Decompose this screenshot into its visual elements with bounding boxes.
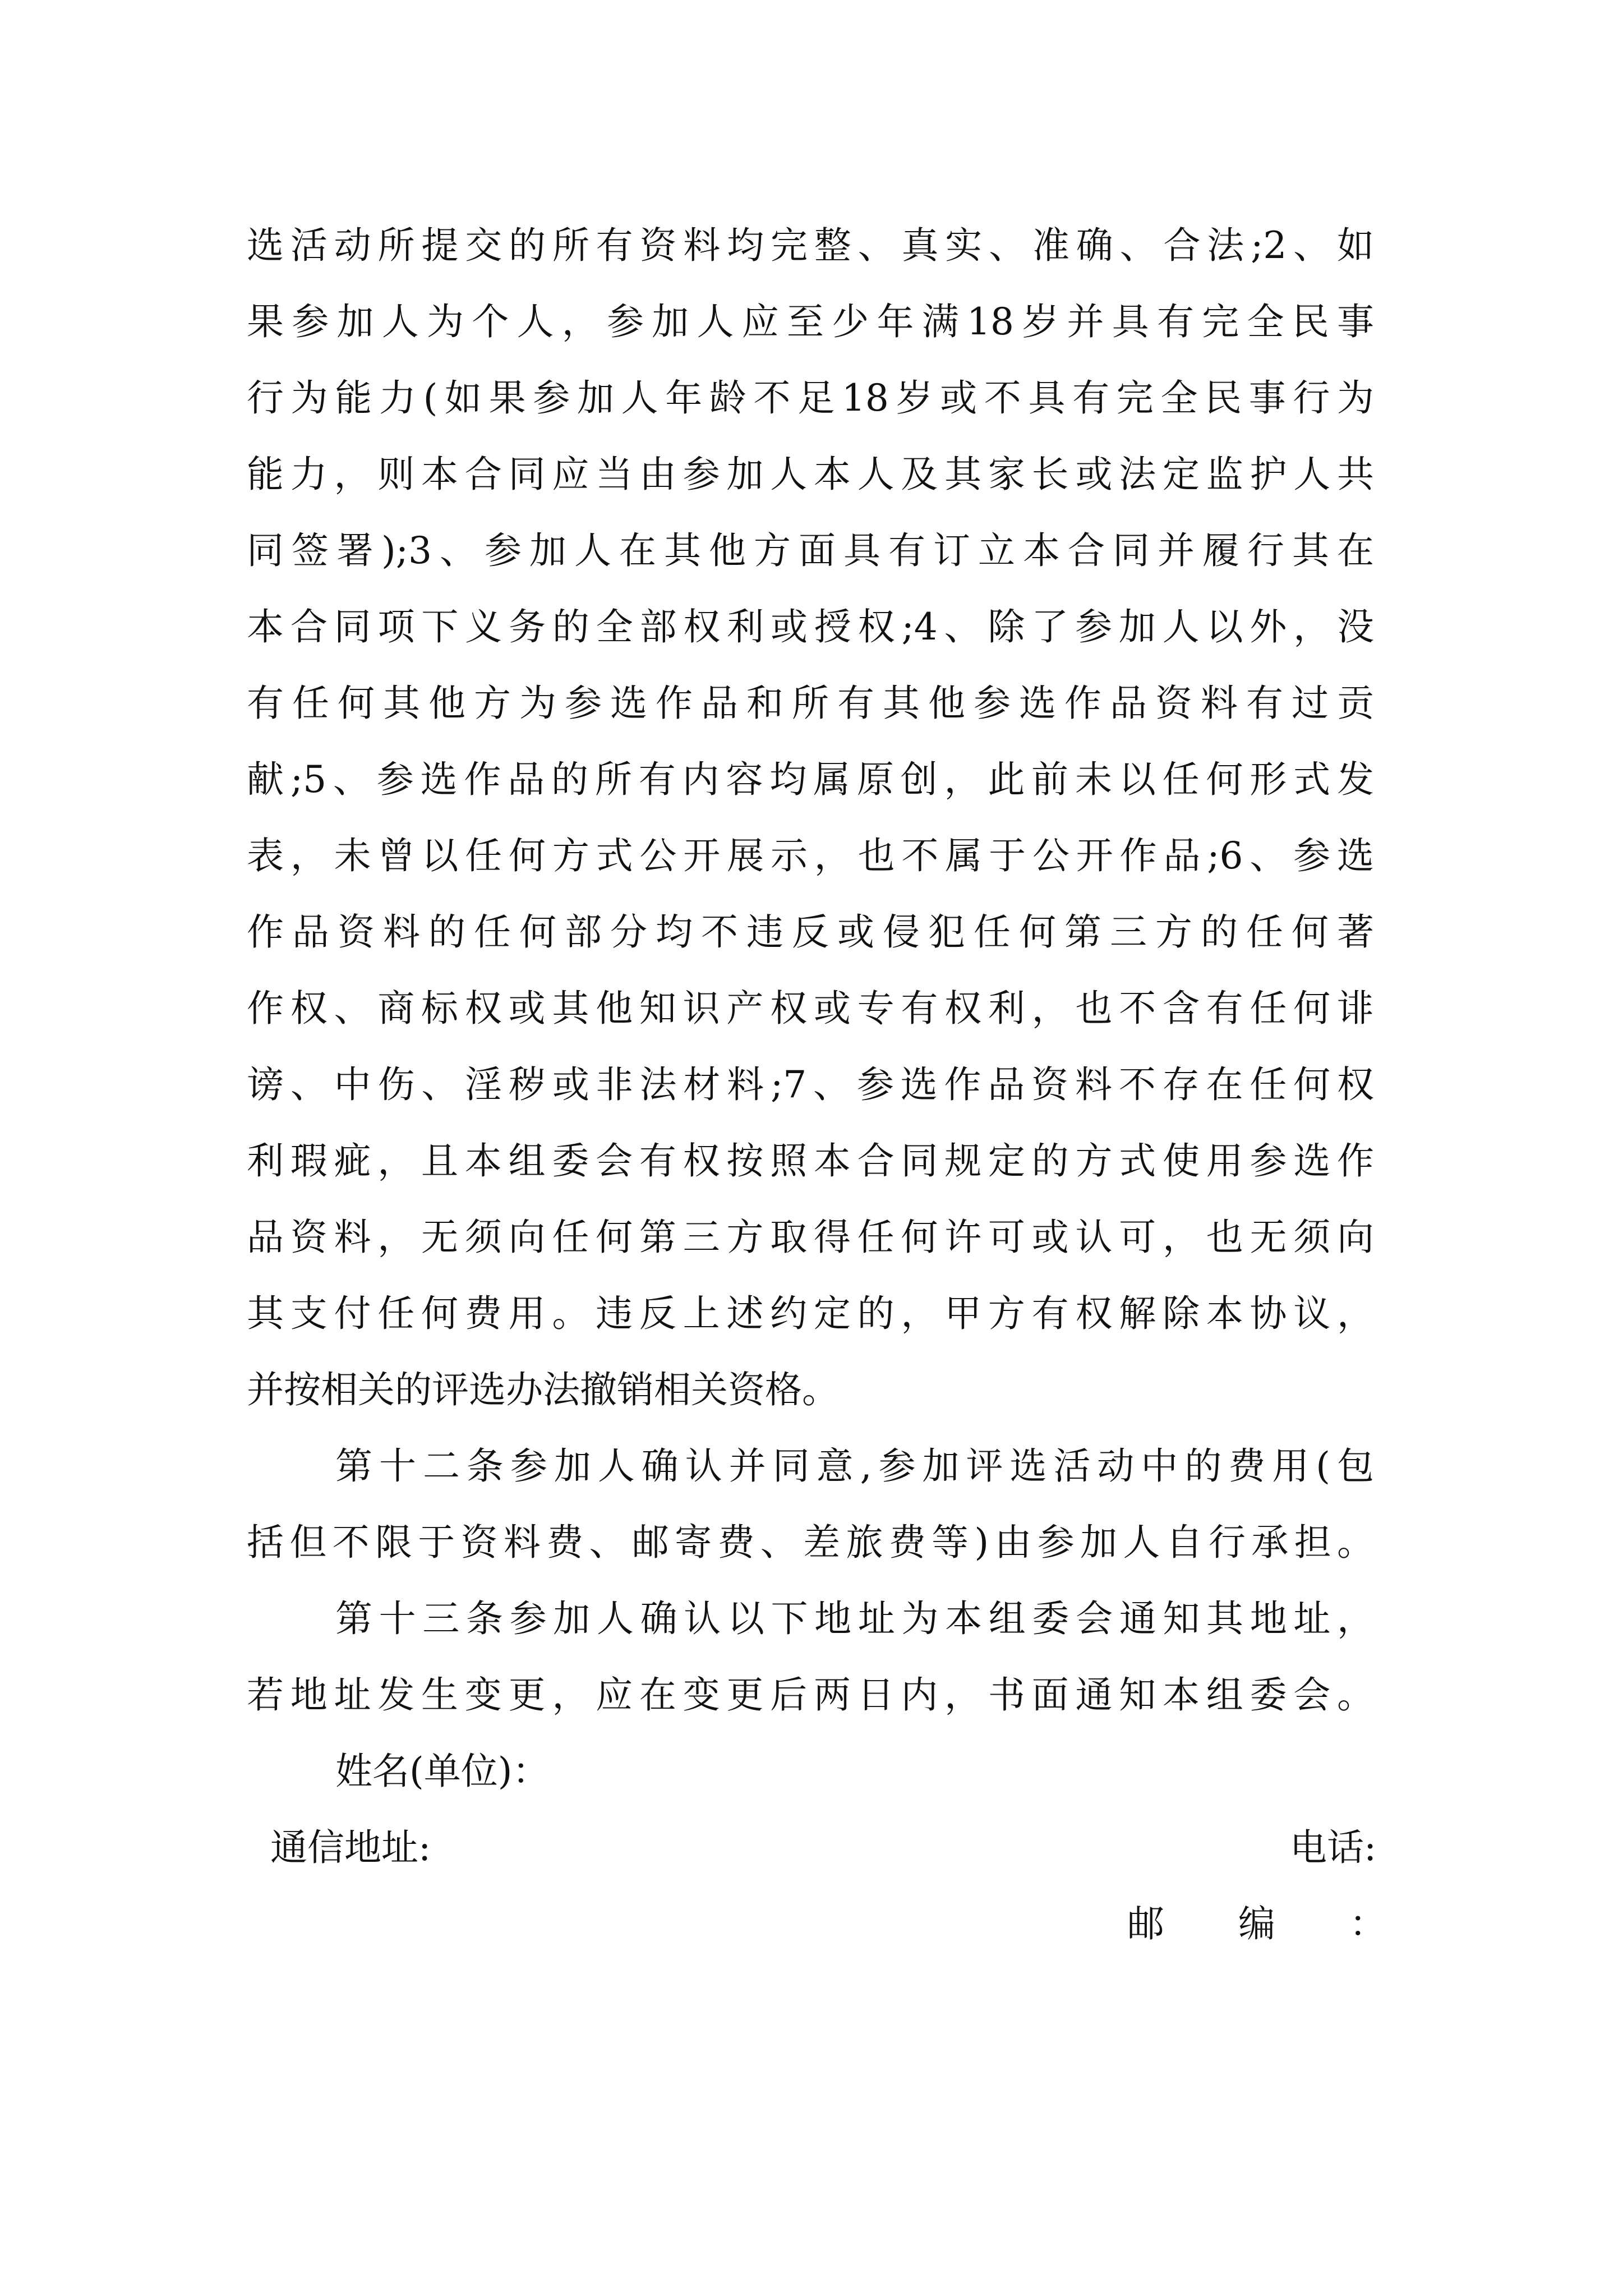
text-line: 作品资料的任何部分均不违反或侵犯任何第三方的任何著 [247,910,1374,954]
text-line: 并按相关的评选办法撤销相关资格。 [247,1368,839,1411]
text-line: 利瑕疵，且本组委会有权按照本合同规定的方式使用参选作 [247,1139,1374,1182]
text-line: 献;5、参选作品的所有内容均属原创，此前未以任何形式发 [247,758,1374,801]
text-line: 表，未曾以任何方式公开展示，也不属于公开作品;6、参选 [247,834,1374,877]
text-line: 行为能力(如果参加人年龄不足18岁或不具有完全民事行为 [247,376,1374,420]
text-line: 选活动所提交的所有资料均完整、真实、准确、合法;2、如 [247,224,1374,267]
address-label: 通信地址: [270,1826,431,1869]
text-line: 第十三条参加人确认以下地址为本组委会通知其地址， [335,1597,1374,1640]
text-line: 括但不限于资料费、邮寄费、差旅费等)由参加人自行承担。 [247,1521,1374,1564]
name-label: 姓名(单位)： [335,1750,550,1793]
text-line: 果参加人为个人，参加人应至少年满18岁并具有完全民事 [247,300,1374,343]
text-line: 同签署);3、参加人在其他方面具有订立本合同并履行其在 [247,529,1374,572]
text-line: 其支付任何费用。违反上述约定的，甲方有权解除本协议， [247,1292,1374,1335]
phone-label: 电话: [1290,1826,1377,1869]
text-line: 能力，则本合同应当由参加人本人及其家长或法定监护人共 [247,453,1374,496]
text-line: 有任何其他方为参选作品和所有其他参选作品资料有过贡 [247,682,1374,725]
postcode-label: 邮 编 ： [1127,1902,1386,1945]
text-line: 若地址发生变更，应在变更后两日内，书面通知本组委会。 [247,1673,1374,1717]
text-line: 第十二条参加人确认并同意,参加评选活动中的费用(包 [335,1444,1374,1488]
text-line: 谤、中伤、淫秽或非法材料;7、参选作品资料不存在任何权 [247,1063,1374,1106]
text-line: 品资料，无须向任何第三方取得任何许可或认可，也无须向 [247,1216,1374,1259]
text-line: 本合同项下义务的全部权利或授权;4、除了参加人以外，没 [247,605,1374,648]
text-line: 作权、商标权或其他知识产权或专有权利，也不含有任何诽 [247,987,1374,1030]
